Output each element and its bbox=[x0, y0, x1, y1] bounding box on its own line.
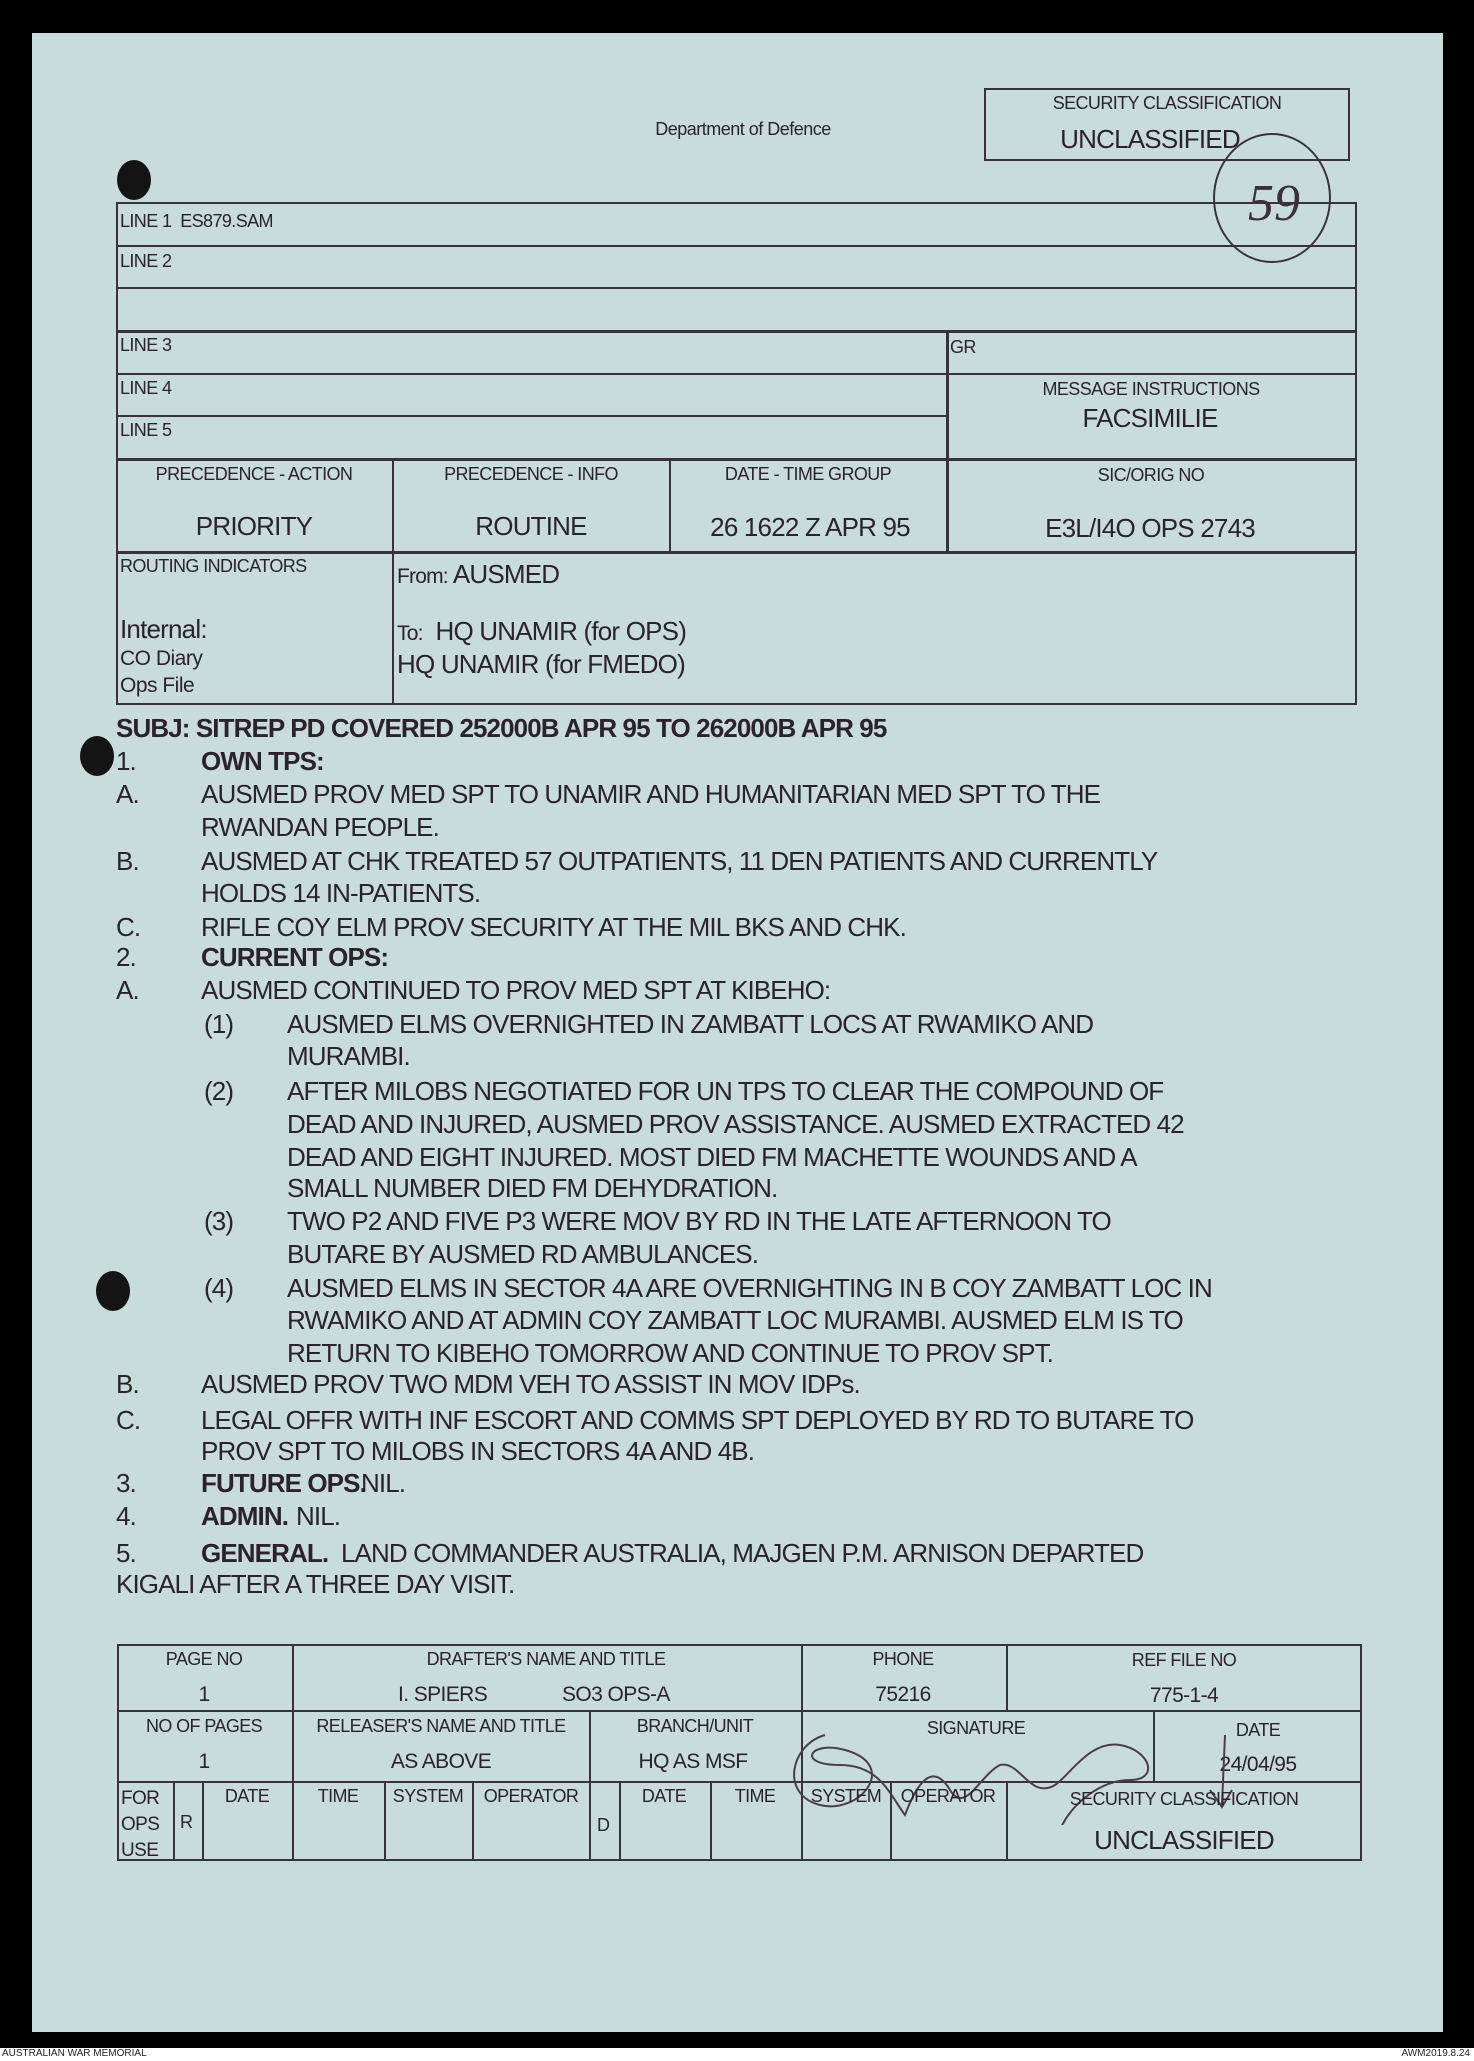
no-of-pages-label: NO OF PAGES bbox=[145, 1716, 263, 1736]
archive-name: AUSTRALIAN WAR MEMORIAL bbox=[2, 2048, 147, 2059]
col-date: DATE bbox=[224, 1786, 270, 1806]
for-ops-use-label: FOR OPS USE bbox=[121, 1788, 160, 1861]
routing-indicators-label: ROUTING INDICATORS bbox=[120, 556, 307, 576]
item-number: 5. bbox=[116, 1538, 136, 1568]
col-system: SYSTEM bbox=[810, 1786, 882, 1806]
line4-label: LINE 4 bbox=[120, 378, 172, 398]
col-time: TIME bbox=[317, 1786, 359, 1806]
line5-label: LINE 5 bbox=[120, 420, 172, 440]
body-line: MURAMBI. bbox=[287, 1041, 410, 1071]
internal-label: Internal: bbox=[120, 614, 207, 644]
date-value: 24/04/95 bbox=[1219, 1753, 1297, 1776]
body-line: AUSMED PROV TWO MDM VEH TO ASSIST IN MOV IDPs. bbox=[201, 1369, 860, 1399]
dtg-label: DATE - TIME GROUP bbox=[724, 464, 892, 484]
d-label: D bbox=[597, 1815, 610, 1835]
body-line: DEAD AND EIGHT INJURED. MOST DIED FM MACHETTE WOUNDS AND A bbox=[287, 1142, 1137, 1172]
footer-security-value: UNCLASSIFIED bbox=[1094, 1825, 1274, 1855]
body-line: RWANDAN PEOPLE. bbox=[201, 812, 439, 842]
page-no-value: 1 bbox=[198, 1683, 210, 1706]
department-title: Department of Defence bbox=[655, 119, 831, 139]
sub-item-number: (2) bbox=[204, 1076, 234, 1106]
body-line: DEAD AND INJURED, AUSMED PROV ASSISTANCE. AUSMED EXTRACTED 42 bbox=[287, 1109, 1184, 1139]
archive-reference: AWM2019.8.24 bbox=[1401, 2048, 1470, 2059]
to-value: HQ UNAMIR (for FMEDO) bbox=[397, 649, 685, 679]
footer-security-label: SECURITY CLASSIFICATION bbox=[1069, 1789, 1299, 1809]
body-line: TWO P2 AND FIVE P3 WERE MOV BY RD IN THE LATE AFTERNOON TO bbox=[287, 1206, 1111, 1236]
ref-file-label: REF FILE NO bbox=[1131, 1650, 1237, 1670]
line2-label: LINE 2 bbox=[120, 251, 172, 271]
item-number: B. bbox=[116, 1369, 139, 1399]
sic-label: SIC/ORIG NO bbox=[1097, 465, 1205, 485]
item-number: 4. bbox=[116, 1501, 136, 1531]
page-no-label: PAGE NO bbox=[165, 1649, 243, 1669]
col-time: TIME bbox=[734, 1786, 776, 1806]
body-line: AUSMED PROV MED SPT TO UNAMIR AND HUMANITARIAN MED SPT TO THE bbox=[201, 779, 1101, 809]
precedence-action-label: PRECEDENCE - ACTION bbox=[155, 464, 353, 484]
col-date: DATE bbox=[641, 1786, 687, 1806]
item-number: 1. bbox=[116, 746, 136, 776]
gr-label: GR bbox=[950, 337, 976, 357]
col-operator: OPERATOR bbox=[483, 1786, 579, 1806]
body-line: NIL. bbox=[361, 1468, 406, 1498]
section-heading: CURRENT OPS: bbox=[201, 942, 389, 972]
message-instructions-label: MESSAGE INSTRUCTIONS bbox=[1042, 379, 1260, 399]
body-line: PROV SPT TO MILOBS IN SECTORS 4A AND 4B. bbox=[201, 1436, 755, 1466]
precedence-info-label: PRECEDENCE - INFO bbox=[444, 464, 618, 484]
body-line: AFTER MILOBS NEGOTIATED FOR UN TPS TO CLEAR THE COMPOUND OF bbox=[287, 1076, 1164, 1106]
body-line: KIGALI AFTER A THREE DAY VISIT. bbox=[116, 1569, 515, 1599]
body-line: NIL. bbox=[296, 1501, 341, 1531]
section-heading: FUTURE OPS. bbox=[201, 1468, 366, 1498]
sub-item-number: (1) bbox=[204, 1009, 234, 1039]
line3-label: LINE 3 bbox=[120, 335, 172, 355]
ref-file-value: 775-1-4 bbox=[1149, 1684, 1219, 1707]
item-number: C. bbox=[116, 912, 141, 942]
body-line: LEGAL OFFR WITH INF ESCORT AND COMMS SPT DEPLOYED BY RD TO BUTARE TO bbox=[201, 1405, 1194, 1435]
from-value: AUSMED bbox=[452, 559, 560, 589]
r-label: R bbox=[180, 1812, 193, 1832]
body-line: RETURN TO KIBEHO TOMORROW AND CONTINUE TO PROV SPT. bbox=[287, 1338, 1053, 1368]
archive-caption bbox=[0, 2048, 1474, 2061]
body-line: LAND COMMANDER AUSTRALIA, MAJGEN P.M. ARNISON DEPARTED bbox=[341, 1538, 1144, 1568]
body-line: AUSMED CONTINUED TO PROV MED SPT AT KIBEHO: bbox=[201, 975, 831, 1005]
item-number: C. bbox=[116, 1405, 141, 1435]
item-number: A. bbox=[116, 779, 139, 809]
body-line: AUSMED ELMS IN SECTOR 4A ARE OVERNIGHTING IN B COY ZAMBATT LOC IN bbox=[287, 1273, 1212, 1303]
no-of-pages-value: 1 bbox=[198, 1750, 210, 1773]
section-heading: GENERAL. bbox=[201, 1538, 329, 1568]
to-field: To: HQ UNAMIR (for OPS) bbox=[397, 616, 687, 646]
col-system: SYSTEM bbox=[392, 1786, 464, 1806]
precedence-action-value: PRIORITY bbox=[195, 511, 313, 541]
line1-value: ES879.SAM bbox=[180, 211, 273, 231]
message-instructions-value: FACSIMILIE bbox=[1082, 403, 1218, 433]
internal-item: CO Diary bbox=[120, 647, 203, 670]
item-number: A. bbox=[116, 975, 139, 1005]
drafter-name: I. SPIERS bbox=[398, 1683, 488, 1706]
body-line: SMALL NUMBER DIED FM DEHYDRATION. bbox=[287, 1173, 778, 1203]
to-value: HQ UNAMIR (for OPS) bbox=[435, 616, 687, 646]
drafter-title: SO3 OPS-A bbox=[562, 1683, 670, 1706]
body-line: RWAMIKO AND AT ADMIN COY ZAMBATT LOC MURAMBI. AUSMED ELM IS TO bbox=[287, 1305, 1183, 1335]
punch-hole bbox=[96, 1271, 130, 1311]
body-line: AUSMED AT CHK TREATED 57 OUTPATIENTS, 11 DEN PATIENTS AND CURRENTLY bbox=[201, 846, 1158, 876]
body-line: RIFLE COY ELM PROV SECURITY AT THE MIL BKS AND CHK. bbox=[201, 912, 906, 942]
body-line: AUSMED ELMS OVERNIGHTED IN ZAMBATT LOCS AT RWAMIKO AND bbox=[287, 1009, 1094, 1039]
security-label: SECURITY CLASSIFICATION bbox=[1052, 93, 1282, 113]
line1-field: LINE 1 ES879.SAM bbox=[120, 211, 273, 231]
internal-item: Ops File bbox=[120, 674, 195, 697]
body-line: HOLDS 14 IN-PATIENTS. bbox=[201, 878, 481, 908]
sub-item-number: (3) bbox=[204, 1206, 234, 1236]
branch-value: HQ AS MSF bbox=[638, 1750, 748, 1773]
item-number: 2. bbox=[116, 942, 136, 972]
punch-hole bbox=[117, 160, 151, 200]
branch-label: BRANCH/UNIT bbox=[636, 1716, 754, 1736]
section-heading: ADMIN. bbox=[201, 1501, 289, 1531]
releaser-label: RELEASER'S NAME AND TITLE bbox=[316, 1716, 566, 1736]
message-form-table bbox=[116, 202, 1357, 705]
folio-number: 59 bbox=[1248, 175, 1300, 232]
date-label: DATE bbox=[1235, 1720, 1281, 1740]
phone-label: PHONE bbox=[872, 1649, 934, 1669]
body-line: BUTARE BY AUSMED RD AMBULANCES. bbox=[287, 1239, 759, 1269]
phone-value: 75216 bbox=[875, 1683, 931, 1706]
subject-line: SUBJ: SITREP PD COVERED 252000B APR 95 TO 262000B APR 95 bbox=[116, 713, 887, 743]
punch-hole bbox=[80, 736, 114, 776]
security-value: UNCLASSIFIED bbox=[1060, 124, 1240, 154]
signature-label: SIGNATURE bbox=[926, 1718, 1026, 1738]
sic-value: E3L/I4O OPS 2743 bbox=[1045, 513, 1255, 543]
releaser-value: AS ABOVE bbox=[390, 1750, 492, 1773]
drafter-label: DRAFTER'S NAME AND TITLE bbox=[426, 1649, 666, 1669]
dtg-value: 26 1622 Z APR 95 bbox=[710, 512, 910, 542]
item-number: B. bbox=[116, 846, 139, 876]
col-operator: OPERATOR bbox=[900, 1786, 996, 1806]
section-heading: OWN TPS: bbox=[201, 746, 324, 776]
item-number: 3. bbox=[116, 1468, 136, 1498]
sub-item-number: (4) bbox=[204, 1273, 234, 1303]
precedence-info-value: ROUTINE bbox=[475, 511, 587, 541]
from-field: From: AUSMED bbox=[397, 559, 560, 589]
